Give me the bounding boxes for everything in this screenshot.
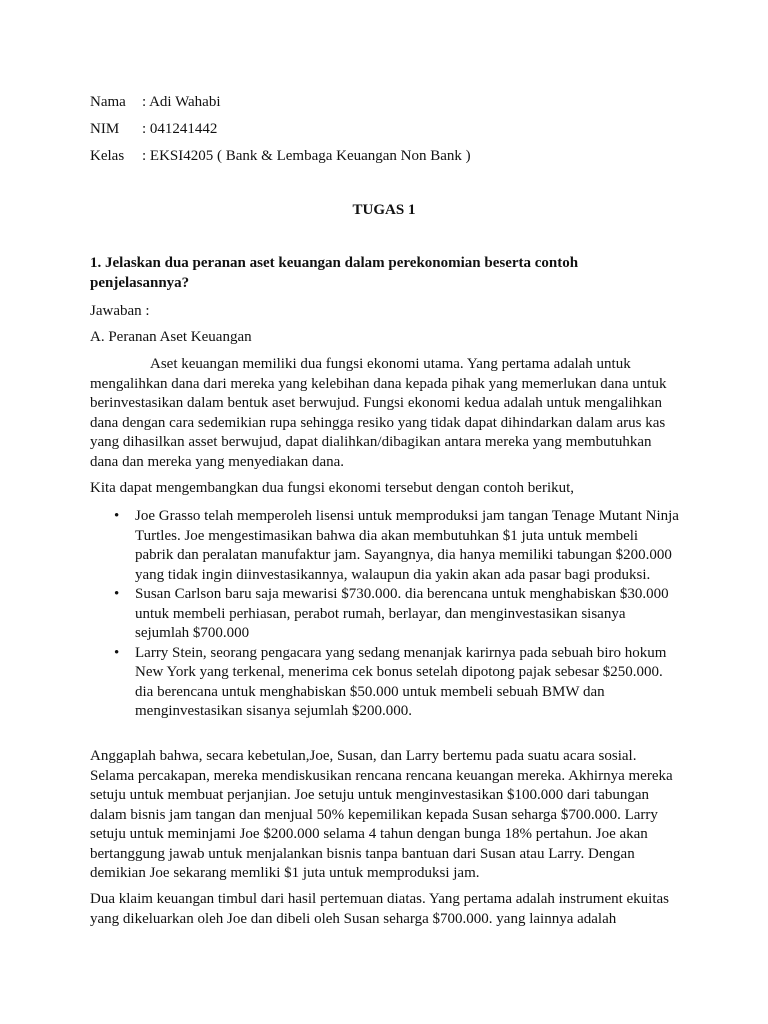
nama-value: : Adi Wahabi bbox=[142, 94, 221, 110]
example-bullet-list bbox=[90, 507, 680, 722]
question-text: 1. Jelaskan dua peranan aset keuangan dalam perekonomian beserta contoh penjelasannya? bbox=[90, 255, 579, 291]
list-item: • Larry Stein, seorang pengacara yang sedang menanjak karirnya pada sebuah biro hokum New York yang terkenal, menerima cek bonus setelah dipotong pajak sebesar $250.000. dia berencana untuk menghabiskan $50.000 untuk membeli sebuah BMW dan menginvestasikan sisanya sejumlah $200.000. bbox=[90, 644, 680, 722]
paragraph-4: Dua klaim keuangan timbul dari hasil pertemuan diatas. Yang pertama adalah instrument ekuitas yang dikeluarkan oleh Joe dan dibeli oleh Susan seharga $700.000. yang lainnya adalah bbox=[90, 891, 670, 927]
document-title: TUGAS 1 bbox=[352, 202, 416, 218]
section-heading: A. Peranan Aset Keuangan bbox=[90, 329, 252, 345]
kelas-label: Kelas bbox=[90, 148, 125, 164]
nim-label: NIM bbox=[90, 121, 120, 137]
answer-label: Jawaban : bbox=[90, 303, 150, 319]
nama-label: Nama bbox=[90, 94, 126, 110]
list-item: • Joe Grasso telah memperoleh lisensi untuk memproduksi jam tangan Tenage Mutant Ninja Turtles. Joe mengestimasikan bahwa dia akan membutuhkan $1 juta untuk membeli pabrik dan peralatan manufaktur jam. Sayangnya, dia hanya memiliki tabungan $200.000 yang tidak ingin diinvestasikannya, walaupun dia yakin akan ada pasar bagi produksi. bbox=[90, 507, 680, 585]
paragraph-1: Aset keuangan memiliki dua fungsi ekonomi utama. Yang pertama adalah untuk mengalihkan dana dari mereka yang kelebihan dana kepada pihak yang memerlukan dana untuk berinvestasikan dalam bentuk aset berwujud. Fungsi ekonomi kedua adalah untuk mengalihkan dana dengan cara sedemikian rupa sehingga resiko yang tidak dapat dihindarkan dalam arus kas yang dihasilkan asset berwujud, dapat dialihkan/dibagikan antara mereka yang membutuhkan dana dan mereka yang menyediakan dana. bbox=[90, 356, 667, 470]
paragraph-3: Anggaplah bahwa, secara kebetulan,Joe, Susan, dan Larry bertemu pada suatu acara sosial. Selama percakapan, mereka mendiskusikan rencana rencana keuangan mereka. Akhirnya mereka setuju untuk membuat perjanjian. Joe setuju untuk menginvestasikan $100.000 dari tabungan dalam bisnis jam tangan dan menjual 50% kepemilikan kepada Susan seharga $700.000. Larry setuju untuk meminjami Joe $200.000 selama 4 tahun dengan bunga 18% pertahun. Joe akan bertanggung jawab untuk menjalankan bisnis tanpa bantuan dari Susan atau Larry. Dengan demikian Joe sekarang memliki $1 juta untuk memproduksi jam. bbox=[90, 748, 673, 881]
paragraph-2: Kita dapat mengembangkan dua fungsi ekonomi tersebut dengan contoh berikut, bbox=[90, 480, 575, 496]
nim-value: : 041241442 bbox=[142, 121, 218, 137]
kelas-value: : EKSI4205 ( Bank & Lembaga Keuangan Non Bank ) bbox=[142, 148, 471, 164]
list-item: • Susan Carlson baru saja mewarisi $730.000. dia berencana untuk menghabiskan $30.000 untuk membeli perhiasan, perabot rumah, berlayar, dan menginvestasikan sisanya sejumlah $700.000 bbox=[90, 585, 680, 644]
